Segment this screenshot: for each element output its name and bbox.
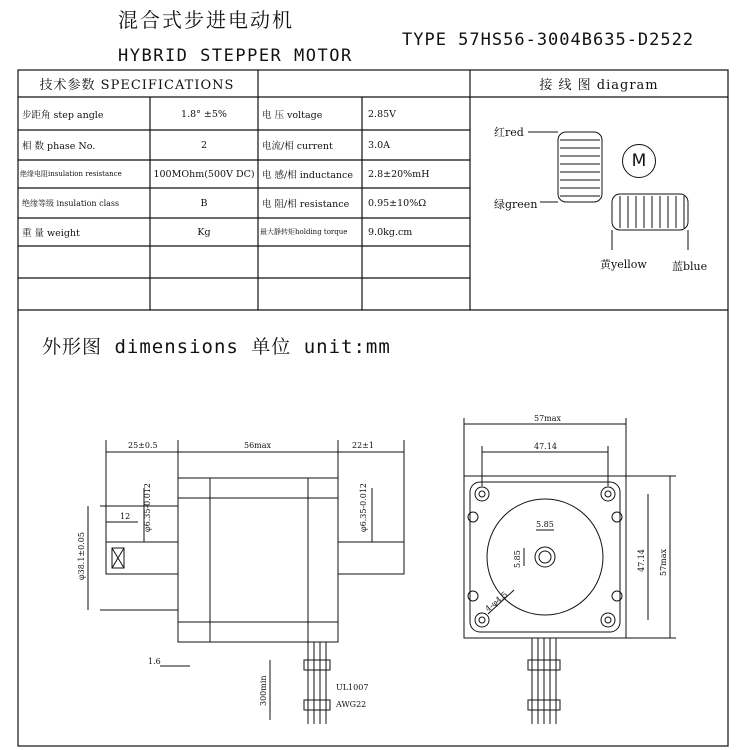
title-english: HYBRID STEPPER MOTOR: [118, 46, 353, 66]
dim-shaft-a: φ6.35-0.012: [143, 482, 152, 532]
spec-label: 电 压 voltage: [262, 110, 323, 121]
spec-label: 绝缘电阻insulation resistance: [20, 170, 122, 178]
spec-label: 电 感/相 inductance: [262, 170, 353, 181]
spec-value: 3.0A: [368, 139, 390, 151]
diagram-header: 接 线 图 diagram: [539, 78, 659, 93]
spec-label: 最大静转矩holding torque: [260, 228, 348, 236]
dim-47-top: 47.14: [534, 442, 557, 451]
specifications-header: 技术参数 SPECIFICATIONS: [39, 78, 235, 93]
spec-value: Kg: [197, 226, 211, 238]
motor-symbol-icon: M: [622, 144, 656, 178]
dim-1-6: 1.6: [148, 657, 161, 666]
wire-yellow-label: 黄yellow: [600, 258, 647, 271]
wire-awg: AWG22: [336, 700, 367, 709]
dim-flat-b: 5.85: [513, 550, 522, 568]
spec-value: 2.8±20%mH: [368, 168, 430, 180]
dim-holes: 4-φ4.5: [483, 589, 510, 614]
dim-25: 25±0.5: [128, 441, 158, 450]
wire-blue-label: 蓝blue: [672, 260, 708, 273]
spec-value: 100MOhm(500V DC): [153, 168, 255, 180]
dim-pilot: φ38.1±0.05: [77, 532, 86, 580]
spec-label: 相 数 phase No.: [22, 141, 96, 152]
spec-value: B: [200, 197, 208, 209]
dim-flat-a: 5.85: [536, 520, 554, 529]
dim-shaft-b: φ6.35-0.012: [359, 482, 368, 532]
spec-value: 9.0kg.cm: [368, 226, 413, 238]
wire-red-label: 红red: [494, 126, 524, 139]
dim-57-top: 57max: [534, 414, 562, 423]
spec-value: 2: [200, 139, 208, 151]
title-chinese: 混合式步进电动机: [118, 8, 294, 32]
wire-ul: UL1007: [336, 683, 369, 692]
spec-label: 重 量 weight: [22, 228, 80, 239]
spec-label: 绝缘等级 insulation class: [22, 198, 120, 208]
dim-lead-length: 300min: [259, 675, 268, 706]
model-type: TYPE 57HS56-3004B635-D2522: [402, 30, 695, 50]
spec-value: 1.8° ±5%: [181, 108, 227, 120]
dim-12: 12: [120, 512, 131, 521]
wire-green-label: 绿green: [494, 198, 538, 211]
dimensions-title: 外形图 dimensions 单位 unit:mm: [42, 336, 391, 358]
spec-label: 电 阻/相 resistance: [262, 199, 350, 210]
dim-47-side: 47.14: [637, 549, 646, 572]
spec-label: 步距角 step angle: [22, 110, 104, 121]
spec-value: 0.95±10%Ω: [368, 197, 427, 209]
dim-22: 22±1: [352, 441, 374, 450]
dim-56: 56max: [244, 441, 272, 450]
dim-57-side: 57max: [659, 548, 668, 576]
spec-value: 2.85V: [368, 108, 397, 120]
spec-label: 电流/相 current: [262, 141, 333, 152]
